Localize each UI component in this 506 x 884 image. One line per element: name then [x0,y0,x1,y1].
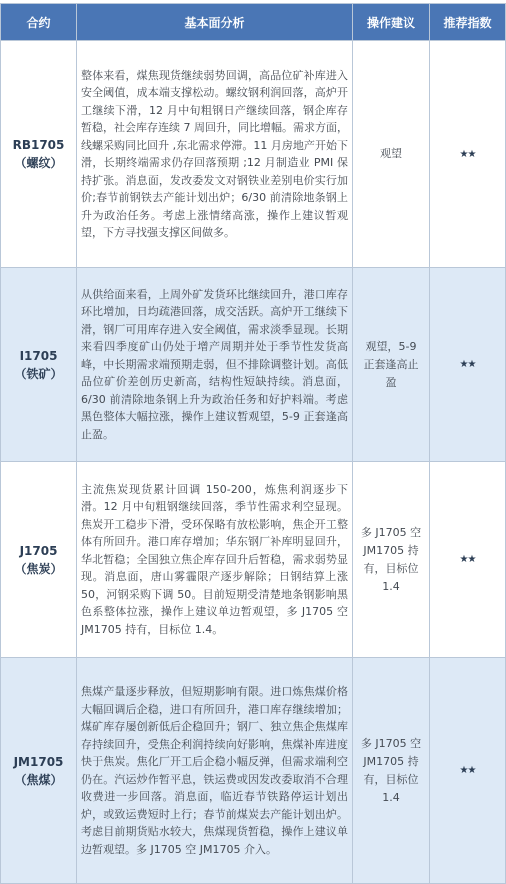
rating-stars: ★★ [430,268,506,462]
contract-code: J1705 [19,543,58,558]
advice-cell: 多 J1705 空 JM1705 持有，目标位 1.4 [353,658,430,884]
header-contract: 合约 [1,4,77,41]
analysis-cell: 整体来看，煤焦现货继续弱势回调，高品位矿补库进入安全阈值，成本端支撑松动。螺纹钢利润回落，高炉开工继续下滑，12 月中旬粗钢日产继续回落，钢企库存暂稳，社会库存连续 7 周回升，同比增幅。需求方面，线螺采购同比回升 ,东北需求停滞。11 月房地产开始下滑，长期终端需求仍存回落预期 ;12 月制造业 PMI 保持扩张。消息面，发改委发文对钢铁业差别电价实行加价;春节前钢铁去产能计划出炉；6/30 前清除地条钢上升为政治任务。考虑上涨情绪高涨，操作上建议暂观望，下方寻找强支撑区间做多。 [77,41,353,268]
contract-code: RB1705 [12,138,65,152]
advice-cell: 观望，5-9 正套逢高止盈 [353,268,430,462]
contract-name: （铁矿） [14,366,63,381]
header-advice: 操作建议 [353,4,430,41]
contract-name: （螺纹） [14,156,63,170]
table-header-row [1,4,506,41]
rating-stars: ★★ [430,41,506,268]
contract-cell [1,41,77,268]
contract-name: （焦煤） [14,772,63,787]
analysis-cell: 焦煤产量逐步释放，但短期影响有限。进口炼焦煤价格大幅回调后企稳，进口有所回升，港口库存继续增加；煤矿库存屡创新低后企稳回升；钢厂、独立焦企焦煤库存持续回升，受焦企利润持续向好影响，焦煤补库进度快于焦炭。焦化厂开工后企稳小幅反弹，但需求端利空仍在。汽运炒作暂平息，铁运费或因发改委取消不合理收费进一步回落。消息面，临近春节铁路停运计划出炉，或致运费短时上行；春节前煤炭去产能计划出炉。考虑目前期货贴水较大，焦煤现货暂稳，操作上建议单边暂观望。多 J1705 空 JM1705 介入。 [77,658,353,884]
contract-code: I1705 [19,348,58,363]
contract-cell [1,268,77,462]
analysis-cell: 主流焦炭现货累计回调 150-200，炼焦利润逐步下滑。12 月中旬粗钢继续回落，季节性需求利空显现。焦炭开工稳步下滑，受环保略有放松影响，焦企开工整体有所回升。港口库存增加；华东钢厂补库明显回升，华北暂稳；全国独立焦企库存回升后暂稳，需求弱势显现。消息面，唐山雾霾限产逐步解除；日钢结算上涨 50，河钢采购下调 50。目前短期受清楚地条钢影响黑色系整体拉涨，操作上建议单边暂观望，多 J1705 空 JM1705 持有，目标位 1.4。 [77,462,353,658]
table-row-j1705 [1,462,506,658]
table-row-jm1705 [1,658,506,884]
table-row-rb1705 [1,41,506,268]
rating-stars: ★★ [430,658,506,884]
advice-cell: 多 J1705 空 JM1705 持有，目标位 1.4 [353,462,430,658]
header-analysis: 基本面分析 [77,4,353,41]
contract-cell [1,462,77,658]
contract-code: JM1705 [13,754,64,769]
contract-name: （焦炭） [14,561,63,576]
table-row-i1705 [1,268,506,462]
analysis-cell: 从供给面来看，上周外矿发货环比继续回升，港口库存环比增加，日均疏港回落，成交活跃。高炉开工继续下滑，钢厂可用库存进入安全阈值，需求淡季显现。长期来看四季度矿山仍处于增产周期并处于季节性发货高峰，中长期需求端预期走弱，但不排除调整计划。高低品位矿价差创历史新高，结构性短缺持续。消息面，6/30 前清除地条钢上升为政治任务和好护料端。考虑黑色整体大幅拉涨，操作上建议暂观望，5-9 正套逢高止盈。 [77,268,353,462]
advice-cell: 观望 [353,41,430,268]
futures-analysis-table [0,3,506,884]
rating-stars: ★★ [430,462,506,658]
header-rating: 推荐指数 [430,4,506,41]
contract-cell [1,658,77,884]
